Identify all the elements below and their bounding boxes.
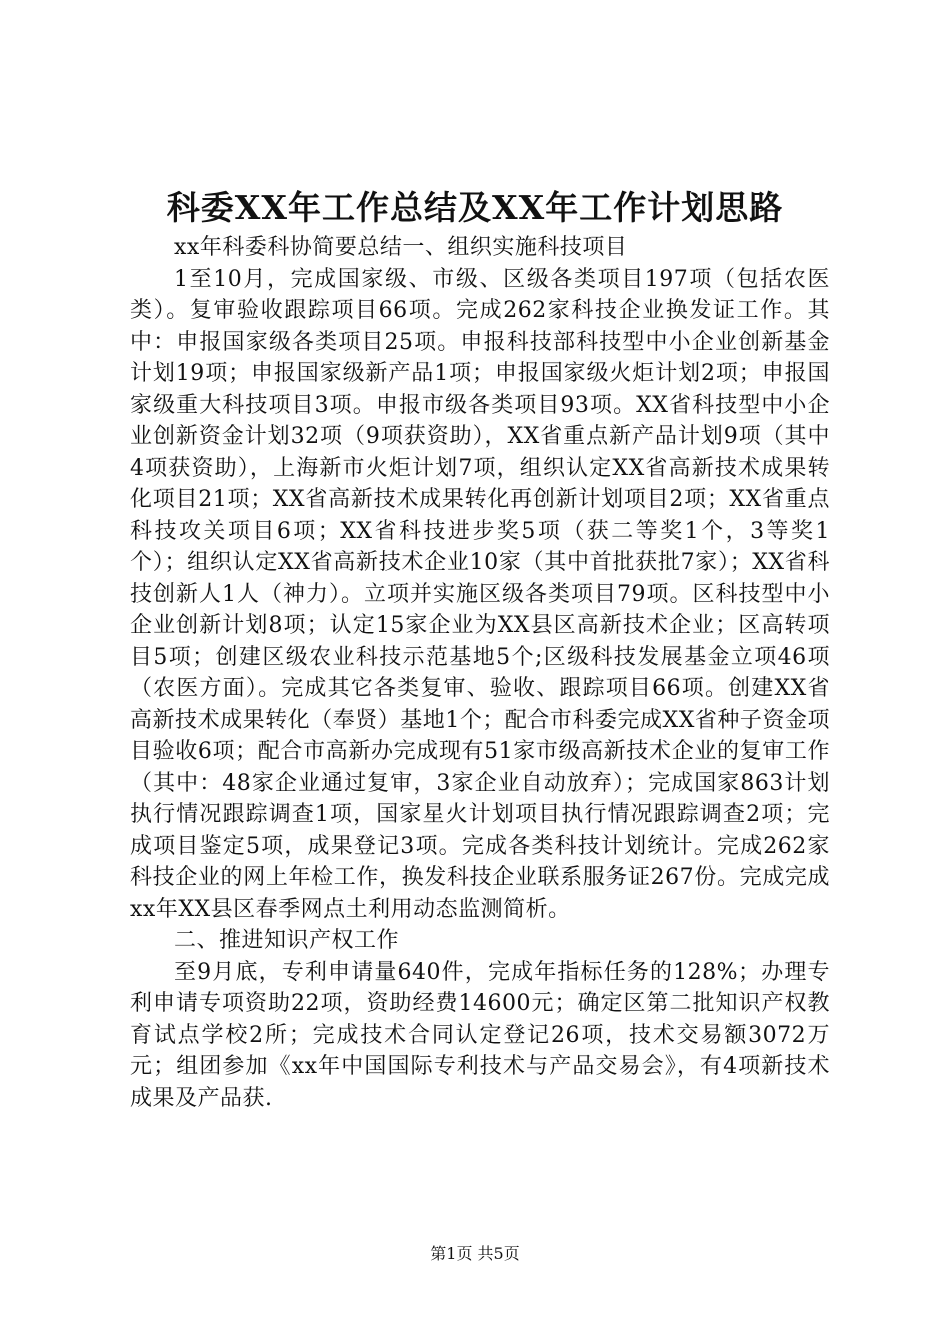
- paragraph-section-one: 1至10月，完成国家级、市级、区级各类项目197项（包括农医类）。复审验收跟踪项目66项。完成262家科技企业换发证工作。其中：申报国家级各类项目25项。申报科技部科技型中小企业创新基金计划19项；申报国家级新产品1项；申报国家级火炬计划2项；申报国家级重大科技项目3项。申报市级各类项目93项。XX省科技型中小企业创新资金计划32项（9项获资助），XX省重点新产品计划9项（其中4项获资助），上海新市火炬计划7项，组织认定XX省高新技术成果转化项目21项；XX省高新技术成果转化再创新计划项目2项；XX省重点科技攻关项目6项；XX省科技进步奖5项（获二等奖1个，3等奖1个）；组织认定XX省高新技术企业10家（其中首批获批7家）；XX省科技创新人1人（神力）。立项并实施区级各类项目79项。区科技型中小企业创新计划8项；认定15家企业为XX县区高新技术企业；区高转项目5项；创建区级农业科技示范基地5个;区级科技发展基金立项46项（农医方面）。完成其它各类复审、验收、跟踪项目66项。创建XX省高新技术成果转化（奉贤）基地1个；配合市科委完成XX省种子资金项目验收6项；配合市高新办完成现有51家市级高新技术企业的复审工作（其中：48家企业通过复审，3家企业自动放弃）；完成国家863计划执行情况跟踪调查1项，国家星火计划项目执行情况跟踪调查2项；完成项目鉴定5项，成果登记3项。完成各类科技计划统计。完成262家科技企业的网上年检工作，换发科技企业联系服务证267份。完成完成xx年XX县区春季网点土利用动态监测简析。: [130, 266, 830, 922]
- paragraph-intro: xx年科委科协简要总结一、组织实施科技项目: [174, 235, 628, 260]
- document-body: [130, 232, 830, 1114]
- paragraph-heading-two: 二、推进知识产权工作: [174, 928, 400, 953]
- paragraph-section-two: 至9月底，专利申请量640件，完成年指标任务的128%；办理专利申请专项资助22项，资助经费14600元；确定区第二批知识产权教育试点学校2所；完成技术合同认定登记26项，技术交易额3072万元；组团参加《xx年中国国际专利技术与产品交易会》，有4项新技术成果及产品获.: [130, 959, 830, 1111]
- page-number: 第1页 共5页: [430, 1244, 520, 1263]
- document-title: 科委XX年工作总结及XX年工作计划思路: [166, 188, 784, 227]
